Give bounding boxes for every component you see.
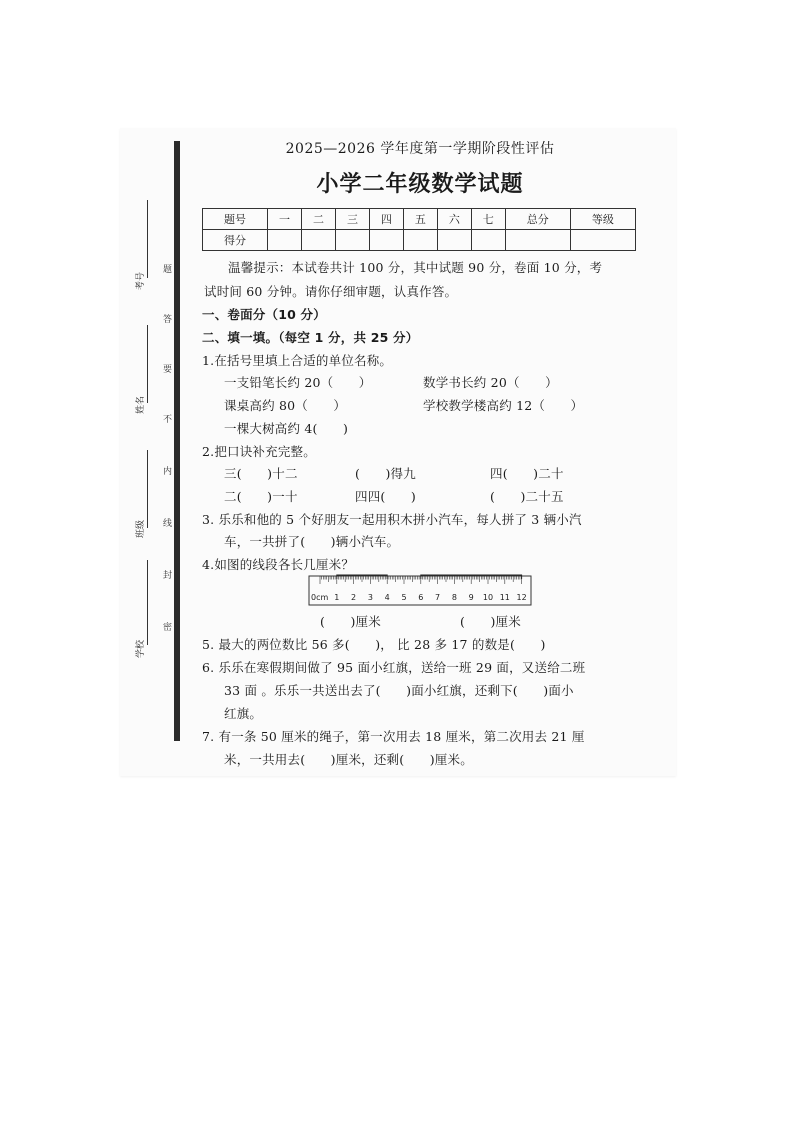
seal-char: 内	[163, 467, 173, 477]
seal-char: 题	[163, 265, 173, 275]
score-table-cell: 一	[268, 209, 302, 230]
ruler-label: 3	[367, 593, 373, 602]
score-table-cell: 五	[403, 209, 437, 230]
school-line	[147, 560, 148, 645]
score-input-cell[interactable]	[437, 230, 471, 251]
exam-number-line	[147, 200, 148, 278]
q4-answer-2: ( )厘米	[460, 614, 521, 629]
ruler-label: 1	[334, 593, 340, 602]
score-table-score-row	[203, 230, 636, 251]
binding-label-school: 学校	[136, 639, 146, 658]
name-line	[147, 325, 148, 403]
exam-title: 小学二年级数学试题	[316, 172, 524, 197]
q6-line-1: 6. 乐乐在寒假期间做了 95 面小红旗，送给一班 29 面，又送给二班	[202, 660, 586, 675]
q2-item-b: ( )得九	[355, 466, 416, 481]
q4-answer-1: ( )厘米	[320, 614, 381, 629]
seal-char: 答	[163, 315, 173, 325]
score-row-label: 得分	[203, 230, 268, 251]
q2-item-e: 四四( )	[355, 489, 416, 504]
q3-line-2: 车，一共拼了( )辆小汽车。	[224, 534, 400, 549]
q1-item-a: 一支铅笔长约 20（ ）	[224, 375, 372, 390]
q1-stem: 1.在括号里填上合适的单位名称。	[202, 353, 393, 368]
q4-stem: 4.如图的线段各长几厘米？	[202, 557, 355, 572]
seal-char: 不	[163, 415, 173, 425]
ruler-label: 6	[418, 593, 424, 602]
score-table-cell: 二	[302, 209, 336, 230]
score-input-cell[interactable]	[505, 230, 570, 251]
score-table-cell: 七	[471, 209, 505, 230]
q5-text: 5. 最大的两位数比 56 多( )， 比 28 多 17 的数是( )	[202, 637, 546, 652]
section-1-heading: 一、卷面分（10 分）	[202, 307, 326, 322]
ruler-label: 4	[384, 593, 390, 602]
q6-line-2: 33 面 。乐乐一共送出去了( )面小红旗，还剩下( )面小	[224, 683, 574, 698]
binding-bar	[174, 141, 180, 741]
q7-line-2: 米，一共用去( )厘米，还剩( )厘米。	[224, 752, 473, 767]
ruler-label: 10	[482, 593, 494, 602]
class-line	[147, 450, 148, 528]
q2-stem: 2.把口诀补充完整。	[202, 444, 316, 459]
ruler-label: 12	[516, 593, 527, 602]
score-table-cell: 总分	[505, 209, 570, 230]
score-input-cell[interactable]	[403, 230, 437, 251]
score-table-cell: 四	[369, 209, 403, 230]
score-table-header-row	[203, 209, 636, 230]
q1-item-c: 课桌高约 80（ ）	[224, 398, 347, 413]
tips-line-1: 温馨提示：本试卷共计 100 分，其中试题 90 分，卷面 10 分，考	[228, 260, 603, 275]
score-input-cell[interactable]	[570, 230, 635, 251]
score-input-cell[interactable]	[302, 230, 336, 251]
q1-item-b: 数学书长约 20（ ）	[423, 375, 558, 390]
ruler-svg	[308, 572, 538, 608]
tips-line-2: 试时间 60 分钟。请你仔细审题，认真作答。	[204, 284, 458, 299]
ruler-label: 0cm	[311, 593, 329, 602]
ruler-label: 2	[351, 593, 357, 602]
seal-char: 线	[163, 519, 173, 529]
score-input-cell[interactable]	[335, 230, 369, 251]
ruler-figure	[308, 572, 538, 612]
seal-char: 封	[163, 571, 173, 581]
binding-label-name: 姓名	[136, 395, 146, 414]
seal-char: 要	[163, 365, 173, 375]
score-input-cell[interactable]	[268, 230, 302, 251]
score-input-cell[interactable]	[471, 230, 505, 251]
q6-line-3: 红旗。	[224, 706, 263, 721]
q1-item-e: 一棵大树高约 4( )	[224, 421, 349, 436]
q2-item-c: 四( )二十	[490, 466, 564, 481]
q2-item-a: 三( )十二	[224, 466, 298, 481]
score-input-cell[interactable]	[369, 230, 403, 251]
ruler-label: 5	[401, 593, 407, 602]
q3-line-1: 3. 乐乐和他的 5 个好朋友一起用积木拼小汽车，每人拼了 3 辆小汽	[202, 512, 582, 527]
score-table-cell: 题号	[203, 209, 268, 230]
binding-label-class: 班级	[136, 519, 146, 538]
section-2-heading: 二、填一填。（每空 1 分，共 25 分）	[202, 330, 419, 345]
ruler-label: 11	[499, 593, 510, 602]
binding-label-exam-number: 考号	[136, 271, 146, 290]
exam-subtitle: 2025—2026 学年度第一学期阶段性评估	[285, 141, 555, 157]
score-table	[202, 208, 636, 251]
q2-item-d: 二( )一十	[224, 489, 298, 504]
score-table-cell: 六	[437, 209, 471, 230]
q2-item-f: ( )二十五	[490, 489, 564, 504]
ruler-label: 7	[435, 593, 441, 602]
score-table-cell: 三	[335, 209, 369, 230]
ruler-label: 8	[451, 593, 457, 602]
q7-line-1: 7. 有一条 50 厘米的绳子，第一次用去 18 厘米，第二次用去 21 厘	[202, 729, 585, 744]
ruler-label: 9	[468, 593, 474, 602]
seal-char: 密	[163, 623, 173, 633]
score-table-cell: 等级	[570, 209, 635, 230]
q1-item-d: 学校教学楼高约 12（ ）	[423, 398, 584, 413]
